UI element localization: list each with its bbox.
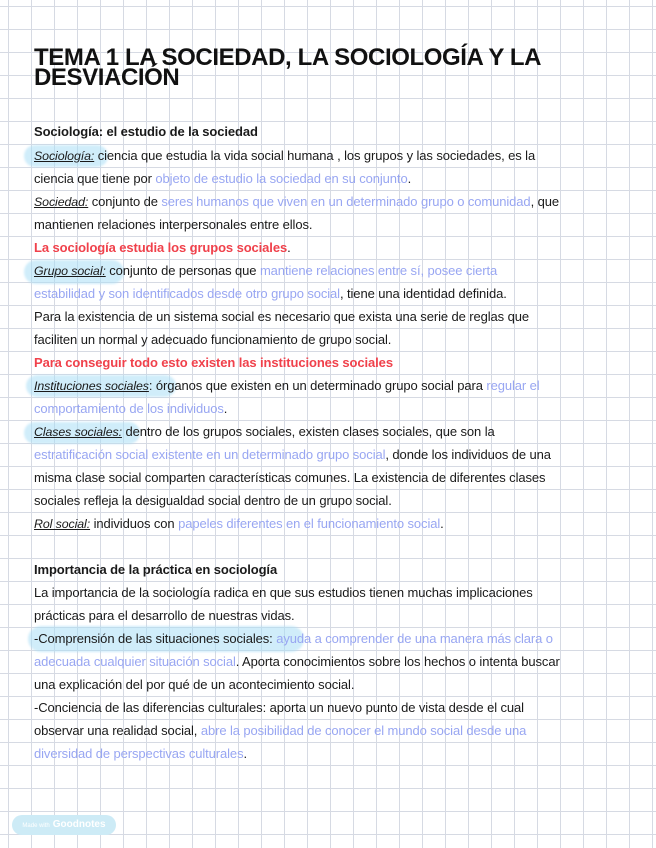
page-title [34, 46, 634, 90]
text-line [34, 355, 393, 371]
text-line [34, 217, 312, 233]
title-line-2: DESVIACIÓN [34, 64, 180, 91]
term-clases-sociales: Clases sociales: [34, 425, 122, 439]
text-segment: individuos con [90, 516, 179, 531]
text-segment: , que [530, 194, 559, 209]
blue-note: papeles diferentes en el funcionamiento social [178, 516, 441, 531]
text-segment: , tiene una identidad definida. [339, 286, 507, 301]
section-heading-sociologia: Sociología: el estudio de la sociedad [34, 124, 258, 139]
term-sociologia: Sociología: [34, 149, 95, 163]
text-line [34, 700, 524, 716]
badge-prefix: Made with [22, 823, 50, 829]
text-segment: mantienen relaciones interpersonales entre ellos. [34, 217, 313, 232]
text-line [34, 493, 392, 509]
text-line [34, 470, 545, 486]
text-line [34, 263, 497, 279]
text-line [34, 401, 227, 417]
red-statement: La sociología estudia los grupos sociales [34, 240, 288, 255]
term-grupo-social: Grupo social: [34, 264, 106, 278]
text-segment: -Conciencia de las diferencias culturales: aporta un nuevo punto de vista desde el cual [34, 700, 524, 715]
blue-note: diversidad de perspectivas culturales [34, 746, 244, 761]
text-line [34, 378, 540, 394]
text-line [34, 631, 553, 647]
text-line [34, 424, 495, 440]
text-segment: . [223, 401, 228, 416]
term-rol-social: Rol social: [34, 517, 91, 531]
text-line [34, 608, 295, 624]
term-instituciones: Instituciones sociales [34, 379, 149, 393]
text-segment: , donde los individuos de una [385, 447, 551, 462]
text-segment: . [243, 746, 247, 761]
text-line [34, 516, 444, 532]
section-heading-importancia: Importancia de la práctica en sociología [34, 562, 278, 577]
text-segment: . [287, 240, 291, 255]
blue-note: estabilidad y son identificados desde otro grupo social [34, 286, 340, 301]
term-sociedad: Sociedad: [34, 195, 89, 209]
red-statement: Para conseguir todo esto existen las instituciones sociales [34, 355, 393, 370]
text-line [34, 654, 560, 670]
text-segment: . [440, 516, 444, 531]
text-segment: misma clase social comparten características comunes. La existencia de diferentes clases [34, 470, 546, 485]
blue-note: abre la posibilidad de conocer el mundo social desde una [200, 723, 527, 738]
text-segment: ciencia que estudia la vida social humana , los grupos y las sociedades, es la [94, 148, 536, 163]
text-line [34, 194, 559, 210]
text-segment: observar una realidad social, [34, 723, 201, 738]
text-segment: . [407, 171, 412, 186]
text-segment: conjunto de personas que [105, 263, 260, 278]
text-segment: sociales refleja la desigualdad social dentro de un grupo social. [34, 493, 392, 508]
text-line [34, 585, 533, 601]
blue-note: estratificación social existente en un determinado grupo social [34, 447, 386, 462]
text-line [34, 723, 526, 739]
blue-note: regular el [486, 378, 540, 393]
text-segment: La importancia de la sociología radica en que sus estudios tienen muchas implicaciones [34, 585, 533, 600]
goodnotes-badge [12, 815, 116, 835]
text-segment: -Comprensión de las situaciones sociales: [34, 631, 277, 646]
text-segment: órganos que existen en un determinado grupo social para [152, 378, 487, 393]
text-segment: faciliten un normal y adecuado funcionamiento de grupo social. [34, 332, 392, 347]
text-line [34, 148, 535, 164]
blue-note: adecuada cualquier situación social [34, 654, 236, 669]
text-line [34, 240, 291, 256]
title-line-1: TEMA 1 LA SOCIEDAD, LA SOCIOLOGÍA Y LA [34, 44, 542, 71]
blue-note: ayuda a comprender de una manera más clara o [276, 631, 553, 646]
text-segment: prácticas para el desarrollo de nuestras vidas. [34, 608, 295, 623]
text-line [34, 447, 551, 463]
text-line [34, 171, 411, 187]
blue-note: mantiene relaciones entre sí, posee cierta [259, 263, 498, 278]
text-segment: una explicación del por qué de un acontecimiento social. [34, 677, 355, 692]
text-segment: ciencia que tiene por [34, 171, 156, 186]
text-segment: Para la existencia de un sistema social es necesario que exista una serie de reglas que [34, 309, 529, 324]
text-line [34, 286, 507, 302]
text-segment: . Aporta conocimientos sobre los hechos o intenta buscar [235, 654, 560, 669]
text-line [34, 309, 529, 325]
text-segment: : [148, 378, 153, 393]
badge-brand: Goodnotes [52, 819, 106, 830]
text-line [34, 332, 391, 348]
text-segment: dentro de los grupos sociales, existen clases sociales, que son la [121, 424, 495, 439]
text-line [34, 677, 354, 693]
text-line [34, 746, 247, 762]
blue-note: comportamiento de los individuos [34, 401, 224, 416]
blue-note: objeto de estudio la sociedad en su conjunto [155, 171, 408, 186]
text-segment: conjunto de [88, 194, 162, 209]
blue-note: seres humanos que viven en un determinado grupo o comunidad [161, 194, 531, 209]
